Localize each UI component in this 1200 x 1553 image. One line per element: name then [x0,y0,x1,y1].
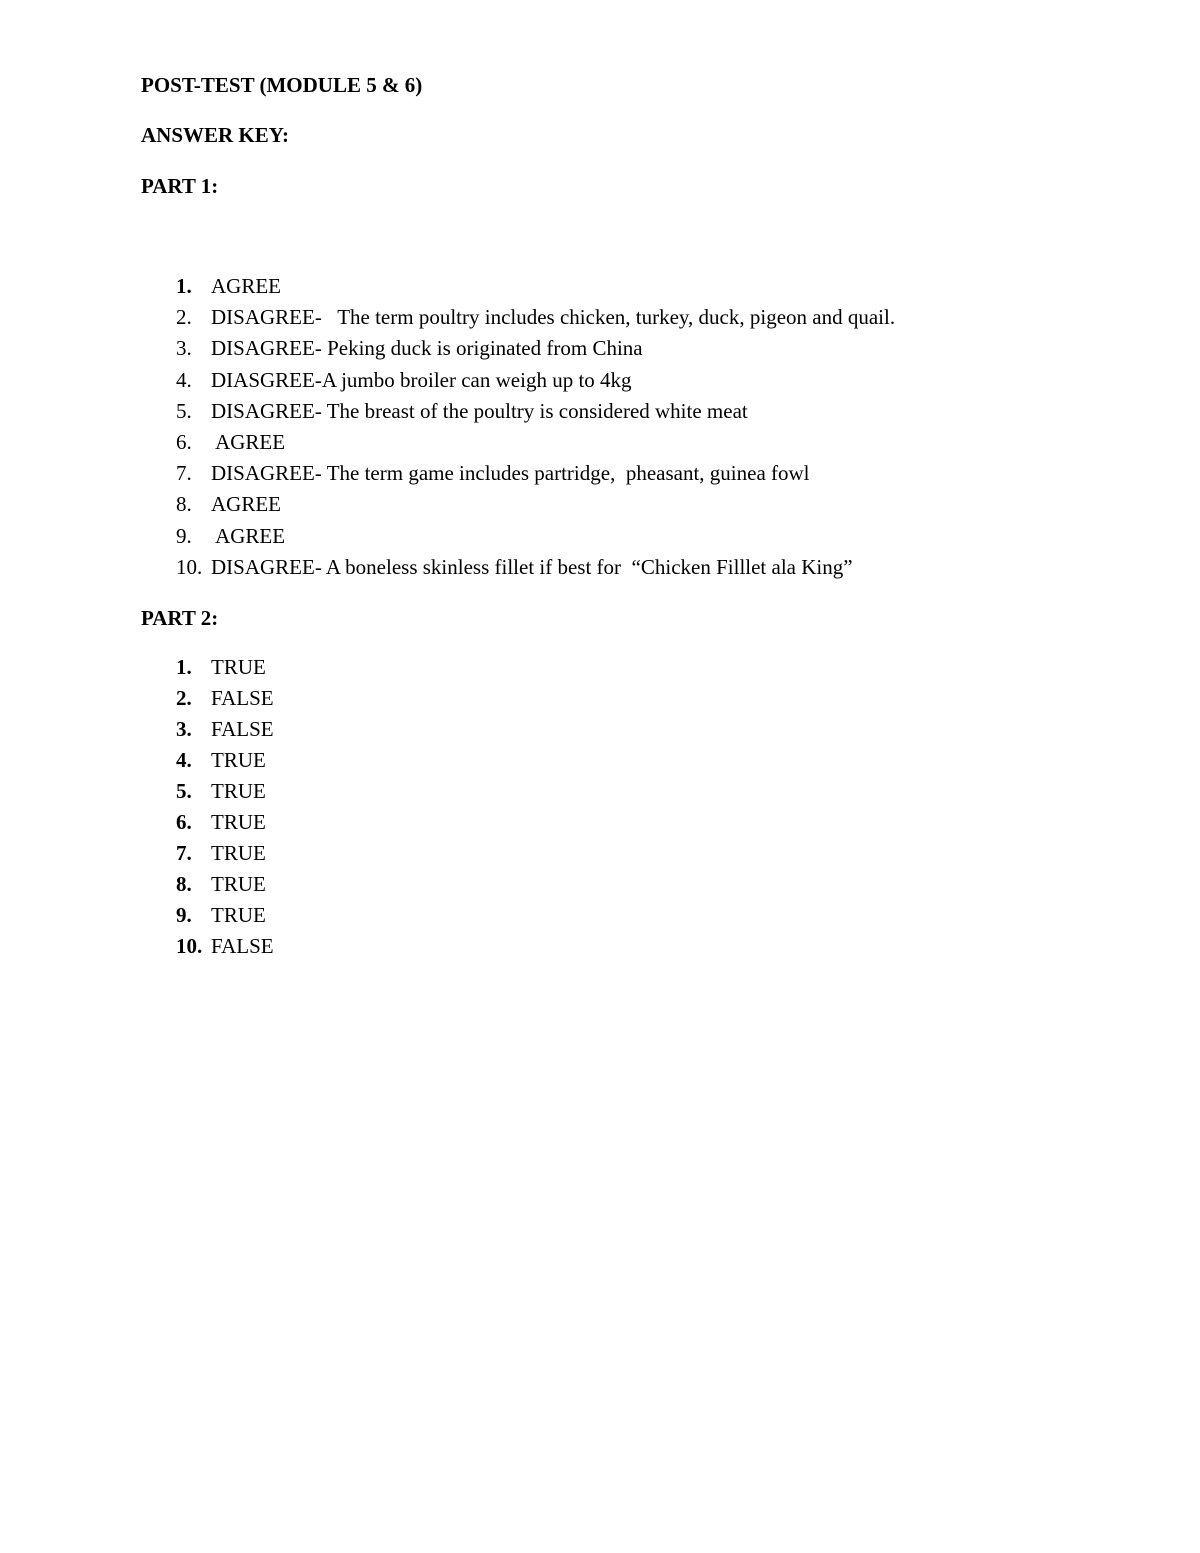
item-number: 10. [176,554,203,579]
item-answer: TRUE [211,655,266,679]
item-answer: DISAGREE- The term poultry includes chicken, turkey, duck, pigeon and quail. [211,305,896,330]
item-number: 6. [176,429,192,454]
item-answer: AGREE [211,274,281,298]
item-answer: AGREE [211,429,286,454]
document-title: POST-TEST (MODULE 5 & 6) [141,73,423,97]
item-number: 2. [176,305,192,330]
item-number: 3. [176,717,192,741]
item-answer: TRUE [211,841,266,865]
item-number: 8. [176,872,192,896]
item-number: 10. [176,934,203,958]
item-answer: DISAGREE- A boneless skinless fillet if best for “Chicken Filllet ala King” [211,554,853,579]
item-number: 1. [176,655,192,679]
item-answer: TRUE [211,903,266,927]
item-answer: DISAGREE- The term game includes partridge, pheasant, guinea fowl [211,461,810,486]
item-number: 8. [176,492,192,517]
item-number: 4. [176,367,192,392]
part2-heading: PART 2: [141,606,219,630]
item-answer: TRUE [211,872,266,896]
part1-heading: PART 1: [141,174,219,198]
item-number: 9. [176,903,192,927]
item-number: 3. [176,336,192,361]
answer-key-heading: ANSWER KEY: [141,123,290,147]
item-number: 4. [176,748,192,772]
item-answer: DIASGREE-A jumbo broiler can weigh up to 4kg [211,367,632,392]
item-number: 2. [176,686,192,710]
item-number: 1. [176,274,192,298]
item-number: 9. [176,523,192,548]
item-number: 5. [176,779,192,803]
item-answer: TRUE [211,779,266,803]
item-number: 7. [176,461,192,486]
item-number: 6. [176,810,192,834]
item-number: 5. [176,398,192,423]
item-answer: FALSE [211,717,274,741]
item-number: 7. [176,841,192,865]
item-answer: FALSE [211,934,274,958]
item-answer: TRUE [211,748,266,772]
item-answer: AGREE [211,492,281,517]
item-answer: AGREE [211,523,286,548]
item-answer: TRUE [211,810,266,834]
item-answer: FALSE [211,686,274,710]
item-answer: DISAGREE- Peking duck is originated from China [211,336,643,361]
item-answer: DISAGREE- The breast of the poultry is considered white meat [211,398,748,423]
